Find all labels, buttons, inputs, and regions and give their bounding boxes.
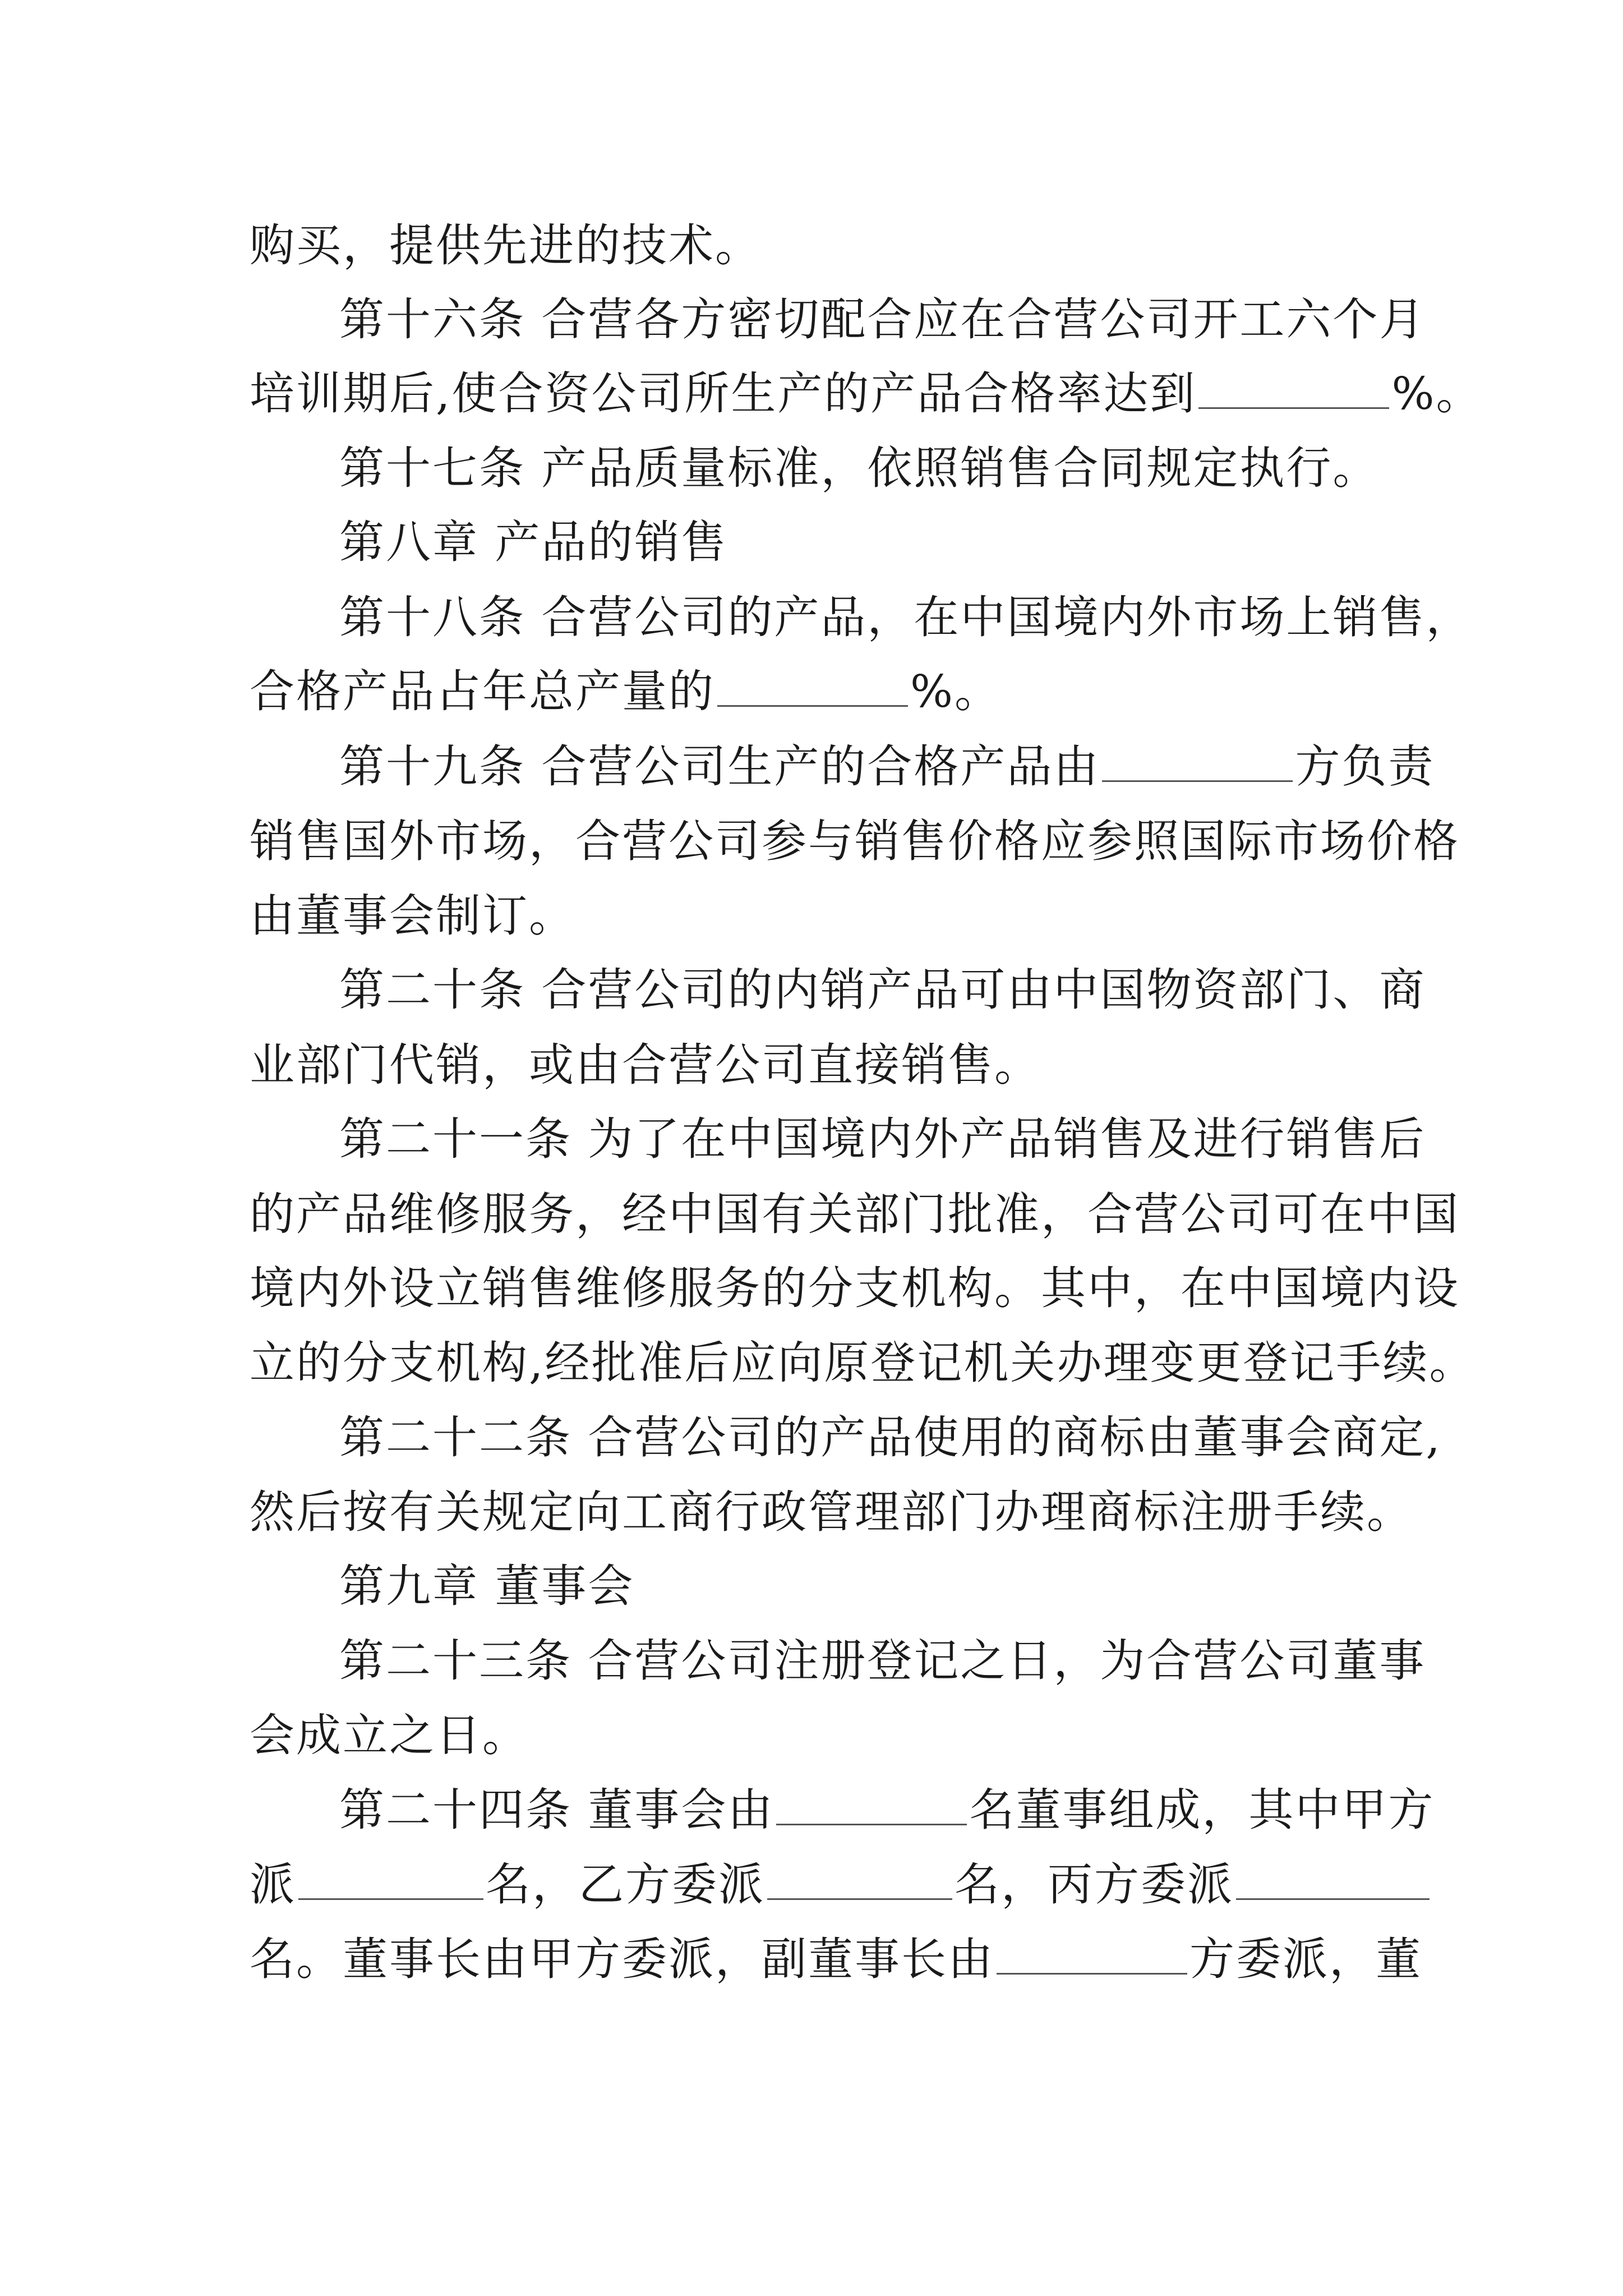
line-text: %。 xyxy=(910,665,1002,717)
line-text: 第十六条 合营各方密切配合应在合营公司开工六个月 xyxy=(339,293,1426,346)
line-text: 名，丙方委派 xyxy=(955,1858,1234,1911)
fill-in-blank[interactable] xyxy=(767,1864,952,1900)
text-line xyxy=(250,1260,1460,1317)
line-text: 第二十条 合营公司的内销产品可由中国物资部门、商 xyxy=(339,964,1426,1016)
line-text: 业部门代销，或由合营公司直接销售。 xyxy=(250,1039,1041,1091)
text-line xyxy=(250,1186,1460,1243)
line-text: 培训期后,使合资公司所生产的产品合格率达到 xyxy=(250,367,1197,420)
fill-in-blank[interactable] xyxy=(997,1938,1187,1975)
fill-in-blank[interactable] xyxy=(298,1864,483,1900)
article-21-heading-line xyxy=(339,1111,1426,1167)
text-line xyxy=(250,366,1482,422)
line-text: 方负责 xyxy=(1295,740,1435,793)
article-23-heading-line xyxy=(339,1633,1426,1689)
line-text: 方委派，董 xyxy=(1189,1933,1422,1985)
line-text: 名董事组成，其中甲方 xyxy=(969,1784,1435,1836)
article-17-line xyxy=(339,440,1379,496)
article-18-heading-line xyxy=(339,590,1472,646)
text-line xyxy=(250,1037,1041,1093)
article-16-heading-line xyxy=(339,292,1426,348)
line-text: 境内外设立销售维修服务的分支机构。其中，在中国境内设 xyxy=(250,1262,1460,1314)
article-20-heading-line xyxy=(339,962,1426,1018)
line-text: 然后按有关规定向工商行政管理部门办理商标注册手续。 xyxy=(250,1486,1413,1538)
text-line xyxy=(250,1857,1432,1913)
line-text: 第十九条 合营公司生产的合格产品由 xyxy=(339,740,1100,793)
text-line xyxy=(250,1335,1476,1391)
line-text: 由董事会制订。 xyxy=(250,890,575,942)
article-19-heading-line xyxy=(339,739,1435,795)
line-text: 第十八条 合营公司的产品，在中国境内外市场上销售， xyxy=(339,591,1473,643)
line-text: 第二十一条 为了在中国境内外产品销售及进行销售后 xyxy=(339,1113,1426,1165)
line-text: 立的分支机构,经批准后应向原登记机关办理变更登记手续。 xyxy=(250,1337,1476,1389)
line-text: 的产品维修服务，经中国有关部门批准，合营公司可在中国 xyxy=(250,1188,1460,1240)
fill-in-blank[interactable] xyxy=(1198,372,1389,409)
text-line xyxy=(250,1708,529,1764)
fill-in-blank[interactable] xyxy=(776,1789,967,1825)
article-22-heading-line xyxy=(339,1410,1442,1466)
text-line xyxy=(250,1484,1413,1540)
line-text: 会成立之日。 xyxy=(250,1709,529,1761)
text-line xyxy=(250,218,762,274)
line-text: 第二十四条 董事会由 xyxy=(339,1784,774,1836)
article-24-heading-line xyxy=(339,1782,1435,1838)
text-line xyxy=(250,888,575,944)
line-text: 派 xyxy=(250,1858,296,1911)
line-text: 第十七条 产品质量标准，依照销售合同规定执行。 xyxy=(339,442,1380,494)
chapter-8-heading xyxy=(339,514,727,570)
text-line xyxy=(250,664,1001,720)
line-text: 购买，提供先进的技术。 xyxy=(250,219,762,272)
line-text: 第二十二条 合营公司的产品使用的商标由董事会商定, xyxy=(339,1411,1442,1464)
fill-in-blank[interactable] xyxy=(717,670,908,707)
text-line xyxy=(250,1931,1422,1987)
line-text: 销售国外市场，合营公司参与销售价格应参照国际市场价格 xyxy=(250,815,1460,867)
chapter-9-heading xyxy=(339,1558,634,1614)
line-text: 合格产品占年总产量的 xyxy=(250,665,715,717)
fill-in-blank[interactable] xyxy=(1236,1864,1430,1900)
text-line xyxy=(250,813,1460,869)
chapter-title: 第九章 董事会 xyxy=(339,1560,635,1612)
chapter-title: 第八章 产品的销售 xyxy=(339,516,728,568)
line-text: 名。董事长由甲方委派，副董事长由 xyxy=(250,1933,994,1985)
line-text: 第二十三条 合营公司注册登记之日，为合营公司董事 xyxy=(339,1635,1426,1687)
fill-in-blank[interactable] xyxy=(1102,746,1293,782)
line-text: 名，乙方委派 xyxy=(486,1858,765,1911)
line-text: %。 xyxy=(1391,367,1483,420)
